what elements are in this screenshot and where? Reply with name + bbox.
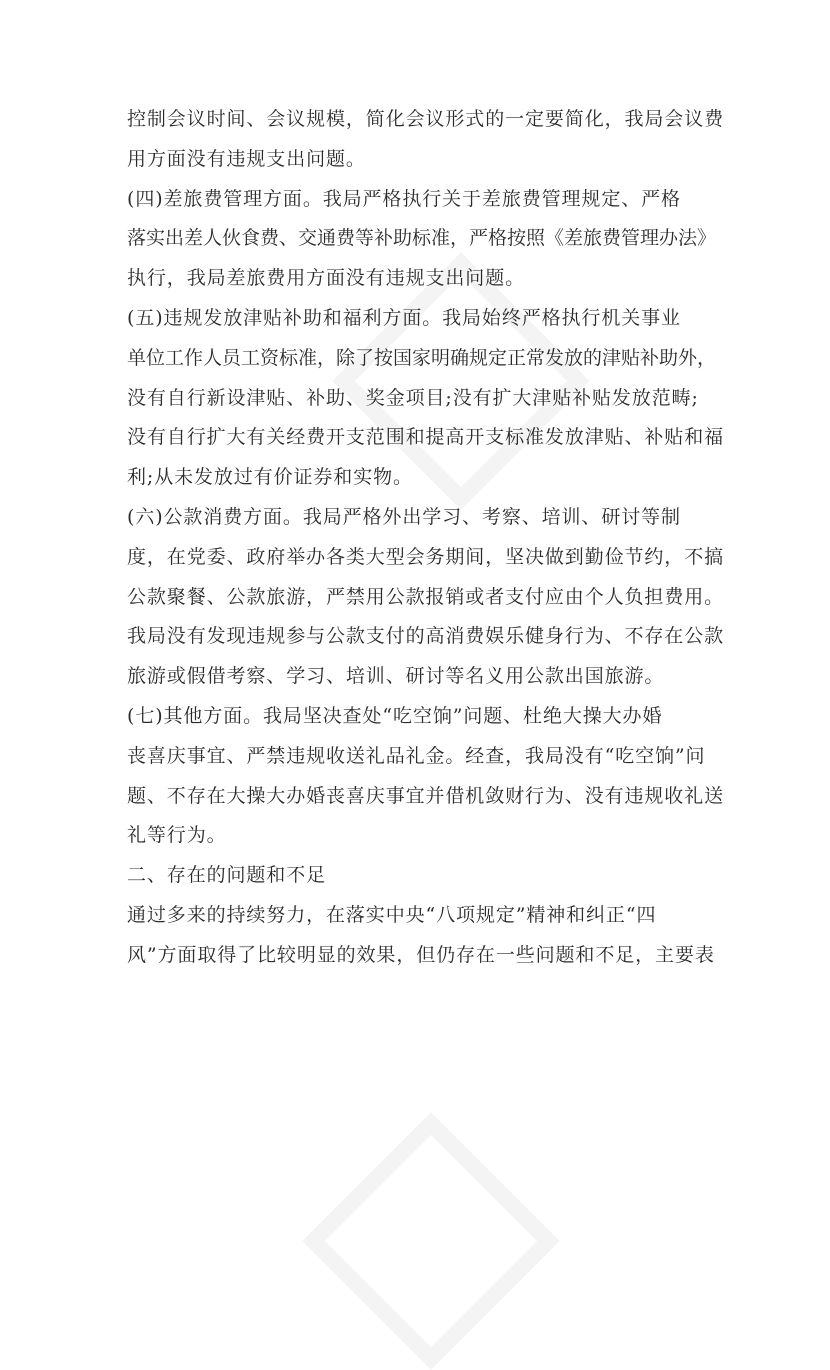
text-line: 通过多来的持续努力，在落实中央“八项规定”精神和纠正“四 bbox=[127, 903, 657, 926]
text-line: 控制会议时间、会议规模，简化会议形式的一定要简化，我局会议费 bbox=[127, 108, 725, 130]
text-line: 礼等行为。 bbox=[127, 824, 227, 847]
text-line: 风”方面取得了比较明显的效果，但仍存在一些问题和不足，主要表 bbox=[127, 943, 715, 966]
chapter-heading-2: 二、存在的问题和不足 bbox=[127, 864, 327, 887]
text-line: 题、不存在大操大办婚丧喜庆事宜并借机敛财行为、没有违规收礼送 bbox=[127, 784, 725, 807]
text-line: 执行，我局差旅费用方面没有违规支出问题。 bbox=[127, 267, 526, 290]
text-line: 丧喜庆事宜、严禁违规收送礼品礼金。经查，我局没有“吃空饷”问 bbox=[127, 744, 706, 767]
watermark-logo bbox=[300, 1110, 560, 1370]
section-heading-4: (四)差旅费管理方面。我局严格执行关于差旅费管理规定、严格 bbox=[127, 187, 681, 210]
section-heading-6: (六)公款消费方面。我局严格外出学习、考察、培训、研讨等制 bbox=[127, 505, 681, 528]
text-line: 用方面没有违规支出问题。 bbox=[127, 147, 366, 170]
text-line: 没有自行新设津贴、补助、奖金项目;没有扩大津贴补贴发放范畴; bbox=[127, 386, 699, 409]
section-heading-5: (五)违规发放津贴补助和福利方面。我局始终严格执行机关事业 bbox=[127, 306, 681, 329]
text-line: 我局没有发现违规参与公款支付的高消费娱乐健身行为、不存在公款 bbox=[127, 625, 725, 648]
section-heading-7: (七)其他方面。我局坚决查处“吃空饷”问题、杜绝大操大办婚 bbox=[127, 704, 663, 727]
document-body bbox=[127, 100, 727, 976]
text-line: 单位工作人员工资标准，除了按国家明确规定正常发放的津贴补助外， bbox=[127, 346, 717, 369]
text-line: 公款聚餐、公款旅游，严禁用公款报销或者支付应由个人负担费用。 bbox=[127, 585, 725, 608]
text-line: 利;从未发放过有价证券和实物。 bbox=[127, 466, 413, 489]
text-line: 旅游或假借考察、学习、培训、研讨等名义用公款出国旅游。 bbox=[127, 665, 665, 688]
text-line: 没有自行扩大有关经费开支范围和提高开支标准发放津贴、补贴和福 bbox=[127, 426, 725, 449]
text-line: 落实出差人伙食费、交通费等补助标准，严格按照《差旅费管理办法》 bbox=[127, 227, 717, 250]
text-line: 度，在党委、政府举办各类大型会务期间，坚决做到勤俭节约，不搞 bbox=[127, 545, 725, 568]
